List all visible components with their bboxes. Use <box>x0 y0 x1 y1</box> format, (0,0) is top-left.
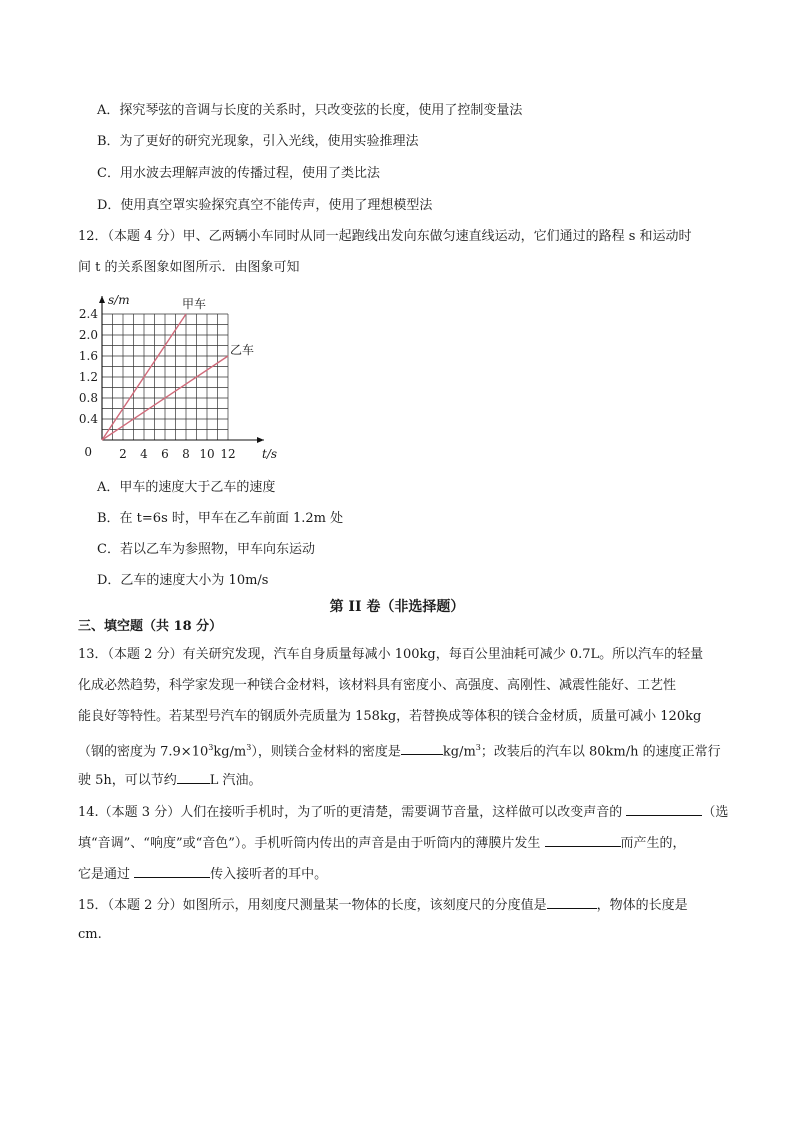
q12-option-a: A．甲车的速度大于乙车的速度 <box>97 480 276 495</box>
q12-option-d: D．乙车的速度大小为 10m/s <box>97 573 269 588</box>
q14-line3: 它是通过 传入接听者的耳中。 <box>78 863 327 885</box>
series-label-2: 乙车 <box>230 343 255 357</box>
q13-density-blank[interactable] <box>401 740 443 755</box>
section-3-title: 三、填空题（共 18 分） <box>78 619 223 634</box>
q12-stem-line2: 间 t 的关系图象如图所示．由图象可知 <box>78 260 300 275</box>
y-tick-label: 0.4 <box>78 412 98 426</box>
x-tick-label: 8 <box>182 447 190 461</box>
q14-blank-2[interactable] <box>545 832 621 847</box>
q13-fuel-blank[interactable] <box>177 769 210 784</box>
q11-option-c: C．用水波去理解声波的传播过程，使用了类比法 <box>97 166 380 181</box>
q12-stem-line1: 12．（本题 4 分）甲、乙两辆小车同时从同一起跑线出发向东做匀速直线运动，它们通过的路程 s 和运动时 <box>78 229 692 244</box>
q12-option-b: B．在 t=6s 时，甲车在乙车前面 1.2m 处 <box>97 511 344 526</box>
series-label-1: 甲车 <box>182 297 207 311</box>
q13-line5: 驶 5h，可以节约 L 汽油。 <box>78 769 262 791</box>
q13-line1: 13．（本题 2 分）有关研究发现，汽车自身质量每减小 100kg，每百公里油耗可减少 0.7L。所以汽车的轻量 <box>78 647 704 662</box>
y-tick-label: 2.4 <box>78 307 98 321</box>
q13-line2: 化成必然趋势，科学家发现一种镁合金材料，该材料具有密度小、高强度、高刚性、减震性能好、工艺性 <box>78 678 677 693</box>
x-axis-arrow <box>257 437 264 443</box>
q15-line1: 15．（本题 2 分）如图所示，用刻度尺测量某一物体的长度，该刻度尺的分度值是 ，物体的长度是 <box>78 894 688 916</box>
x-tick-label: 6 <box>161 447 169 461</box>
q15-line2: cm. <box>78 927 102 942</box>
origin-label: 0 <box>84 445 92 459</box>
q15-blank-1[interactable] <box>547 894 597 909</box>
q11-option-a: A．探究琴弦的音调与长度的关系时，只改变弦的长度，使用了控制变量法 <box>97 103 523 118</box>
x-tick-label: 12 <box>220 447 236 461</box>
q13-line3: 能良好等特性。若某型号汽车的钢质外壳质量为 158kg，若替换成等体积的镁合金材质，质量可减小 120kg <box>78 709 702 724</box>
y-axis-arrow <box>99 296 105 303</box>
q14-blank-1[interactable] <box>626 801 702 816</box>
x-axis-title: t/s <box>262 447 278 461</box>
chart-grid <box>102 314 228 440</box>
q11-option-d: D．使用真空罩实验探究真空不能传声，使用了理想模型法 <box>97 198 433 213</box>
st-graph <box>78 290 278 465</box>
x-tick-label: 2 <box>119 447 127 461</box>
x-tick-label: 10 <box>199 447 215 461</box>
section-2-title: 第 II 卷（非选择题） <box>329 599 465 615</box>
q13-line4: （钢的密度为 $7.9\times 10^3kg/m^3$），则镁合金材料的密度是 $kg/m^3$；改装后的汽车以 80km/h 的速度正常行 <box>78 738 721 762</box>
x-tick-label: 4 <box>140 447 148 461</box>
q11-option-b: B．为了更好的研究光现象，引入光线，使用实验推理法 <box>97 134 419 149</box>
y-tick-label: 1.6 <box>78 349 98 363</box>
y-axis-title: s/m <box>108 293 130 307</box>
y-tick-label: 1.2 <box>78 370 98 384</box>
y-tick-label: 2.0 <box>78 328 98 342</box>
q14-line1: 14.（本题 3 分）人们在接听手机时，为了听的更清楚，需要调节音量，这样做可以改变声音的 （选 <box>78 801 728 823</box>
q12-option-c: C．若以乙车为参照物，甲车向东运动 <box>97 542 315 557</box>
chart-axes <box>99 296 264 443</box>
q14-line2: 填“音调”、“响度”或“音色”）。手机听筒内传出的声音是由于听筒内的薄膜片发生 而产生的， <box>78 832 686 854</box>
y-tick-label: 0.8 <box>78 391 98 405</box>
q14-blank-3[interactable] <box>134 863 210 878</box>
